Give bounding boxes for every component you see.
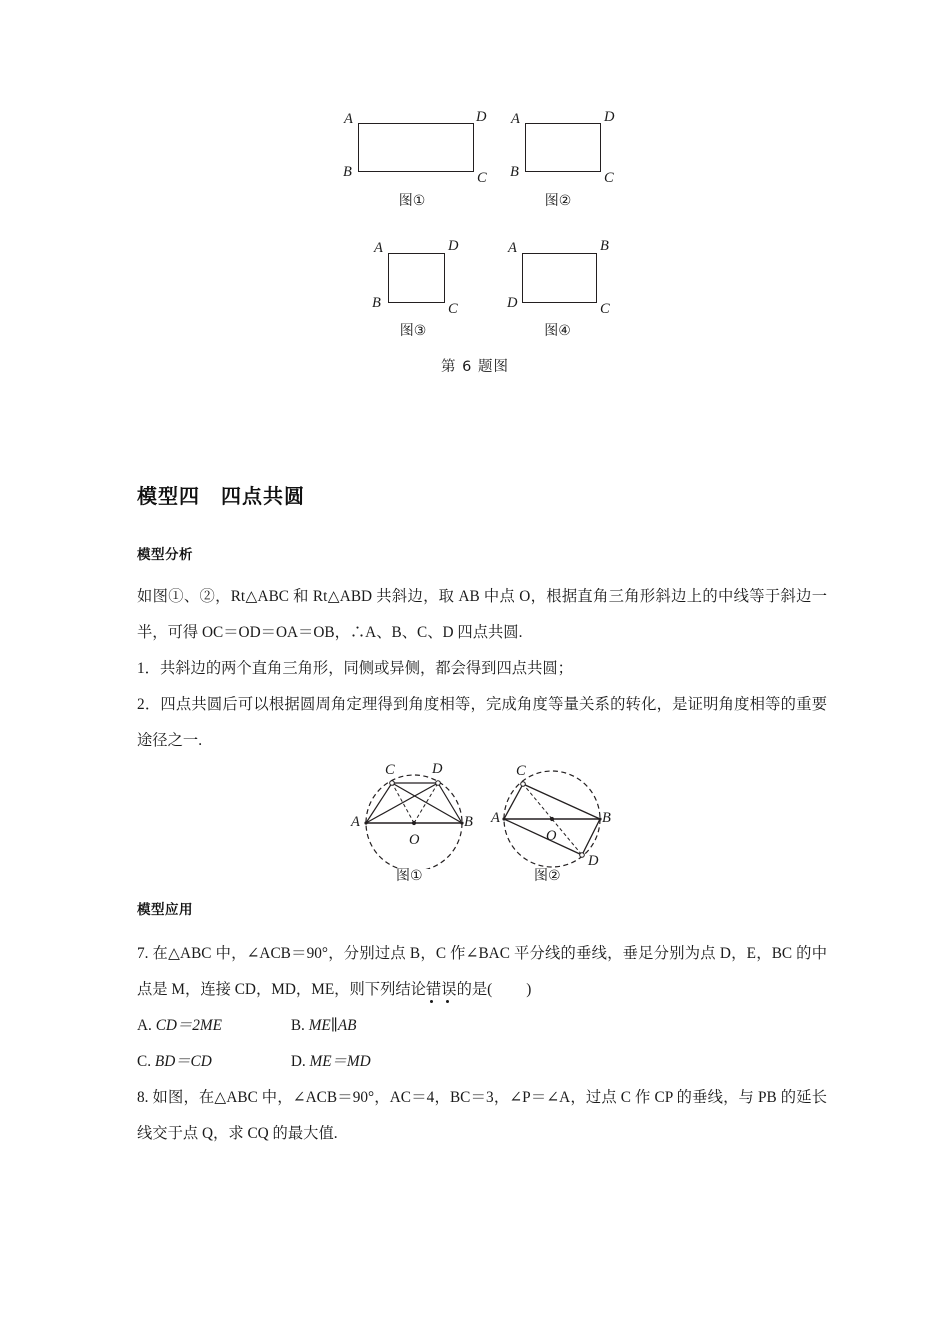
label-circ1-C: C	[385, 762, 395, 778]
caption-circle-1: 图①	[396, 868, 423, 884]
label-fig3-C: C	[448, 301, 458, 317]
options-row-1	[137, 1008, 827, 1044]
label-fig2-D: D	[604, 109, 615, 125]
label-fig3-B: B	[372, 295, 381, 311]
label-fig2-A: A	[511, 111, 520, 127]
caption-fig4: 图④	[544, 323, 571, 339]
option-d[interactable]	[291, 1044, 371, 1080]
label-circ2-O: O	[546, 828, 557, 844]
label-fig1-D: D	[476, 109, 487, 125]
question-7-text-part3: )	[526, 981, 532, 998]
question-8	[137, 1080, 827, 1152]
rectangle-shape-3	[388, 253, 445, 303]
question-7-emphasis: 错误	[425, 981, 457, 998]
option-c-key: C.	[137, 1053, 152, 1070]
analysis-heading: 模型分析	[137, 547, 193, 563]
circle-figures-block	[0, 757, 950, 892]
options-row-2	[137, 1044, 827, 1080]
option-d-text: ME＝MD	[309, 1053, 371, 1070]
application-content	[137, 898, 827, 1152]
figure-6-caption: 第 6 题图	[441, 359, 509, 375]
label-circ1-B: B	[464, 814, 473, 830]
label-fig3-A: A	[374, 240, 383, 256]
rectangle-shape-4	[522, 253, 597, 303]
option-c-text: BD＝CD	[154, 1053, 212, 1070]
label-fig4-C: C	[600, 301, 610, 317]
label-circ1-A: A	[351, 814, 360, 830]
option-a[interactable]	[137, 1008, 287, 1044]
figure-3	[360, 225, 490, 340]
label-circ2-B: B	[602, 810, 611, 826]
option-b-text: ME∥AB	[308, 1017, 357, 1034]
rectangle-shape-2	[525, 123, 601, 172]
model-title: 模型四 四点共圆	[137, 484, 305, 508]
question-7	[137, 936, 827, 1008]
question-7-number: 7.	[137, 945, 149, 962]
label-circ1-D: D	[432, 761, 443, 777]
label-circ1-O: O	[409, 832, 420, 848]
label-fig1-B: B	[343, 164, 352, 180]
option-a-text: CD＝2ME	[155, 1017, 222, 1034]
label-fig4-D: D	[507, 295, 518, 311]
question-7-text-part1: 在△ABC 中，∠ACB＝90°，分别过点 B，C 作∠BAC 平分线的垂线，垂足分别为点 D，E，BC 的中点是 M，连接 CD，MD，ME，则下列结论	[137, 945, 828, 998]
question-8-number: 8.	[137, 1089, 149, 1106]
label-circ2-C: C	[516, 763, 526, 779]
analysis-paragraph-3: 2．四点共圆后可以根据圆周角定理得到角度相等，完成角度等量关系的转化，是证明角度相等的重要途径之一.	[137, 696, 827, 749]
circle-diagram-2	[490, 761, 620, 875]
analysis-paragraph-1: 如图①、②，Rt△ABC 和 Rt△ABD 共斜边，取 AB 中点 O，根据直角三角形斜边上的中线等于斜边一半，可得 OC＝OD＝OA＝OB，∴A、B、C、D 四点共圆.	[137, 588, 827, 641]
question-8-text: 如图，在△ABC 中，∠ACB＝90°，AC＝4，BC＝3，∠P＝∠A，过点 C 作 CP 的垂线，与 PB 的延长线交于点 Q，求 CQ 的最大值.	[137, 1089, 828, 1142]
option-a-key: A.	[137, 1017, 152, 1034]
label-fig4-B: B	[600, 238, 609, 254]
figure-4	[500, 225, 635, 340]
main-content	[137, 480, 827, 759]
analysis-paragraph-2: 1．共斜边的两个直角三角形，同侧或异侧，都会得到四点共圆；	[137, 660, 573, 677]
label-fig3-D: D	[448, 238, 459, 254]
application-heading: 模型应用	[137, 902, 193, 918]
label-fig2-B: B	[510, 164, 519, 180]
label-fig2-C: C	[604, 170, 614, 186]
option-d-key: D.	[290, 1053, 306, 1070]
option-c[interactable]	[137, 1044, 287, 1080]
label-fig1-C: C	[477, 170, 487, 186]
label-fig4-A: A	[508, 240, 517, 256]
figure-2	[505, 95, 635, 210]
option-b-key: B.	[290, 1017, 305, 1034]
circle-diagram-1	[352, 761, 482, 869]
caption-fig3: 图③	[399, 323, 427, 339]
question-7-text-part2: 的是(	[456, 981, 493, 998]
label-circ2-A: A	[491, 810, 500, 826]
figure-1	[340, 95, 500, 210]
caption-fig2: 图②	[544, 193, 572, 209]
label-fig1-A: A	[344, 111, 353, 127]
question-7-options	[137, 1008, 827, 1080]
option-b[interactable]	[291, 1008, 357, 1044]
rectangle-shape-1	[358, 123, 474, 172]
label-circ2-D: D	[588, 853, 599, 869]
caption-circle-2: 图②	[534, 868, 561, 884]
caption-fig1: 图①	[398, 193, 426, 209]
